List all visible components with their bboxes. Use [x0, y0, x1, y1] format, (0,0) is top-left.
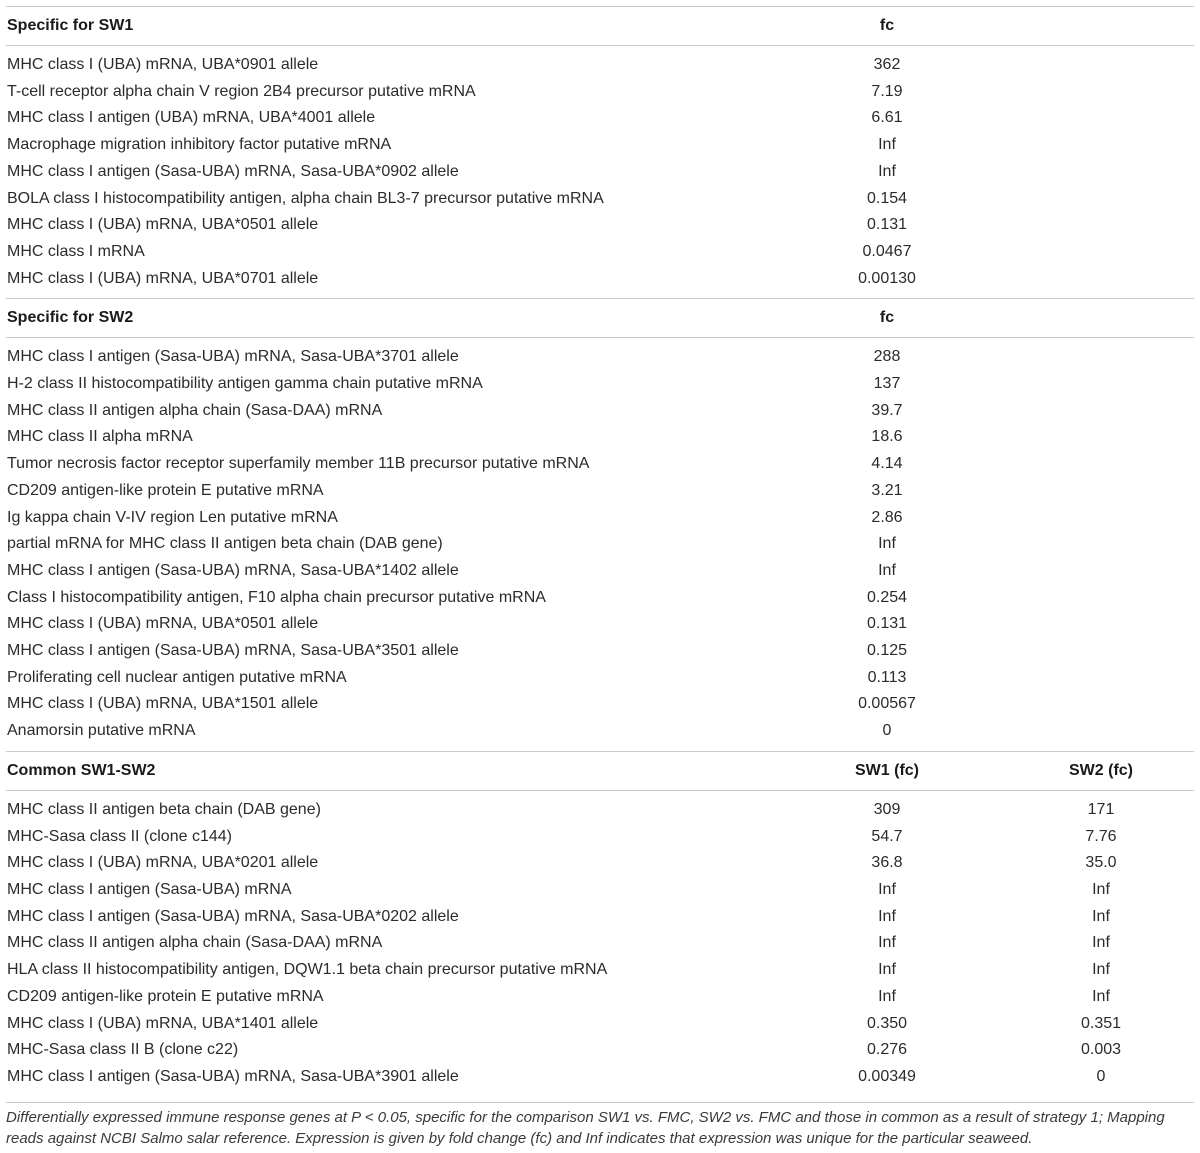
table-row [6, 718, 1194, 745]
section-header-row [6, 7, 1194, 46]
gene-expression-table [6, 6, 1194, 1097]
value-cell [1008, 159, 1194, 186]
value-cell: Inf [1092, 880, 1110, 898]
value-cell: 0.00567 [858, 695, 916, 713]
gene-name-cell: MHC class II alpha mRNA [7, 428, 193, 446]
value-cell [1008, 611, 1194, 638]
gene-name-cell: Ig kappa chain V-IV region Len putative mRNA [7, 508, 338, 526]
table-row [6, 797, 1194, 824]
column-header [1008, 299, 1194, 338]
gene-name-cell: Tumor necrosis factor receptor superfamily member 11B precursor putative mRNA [7, 455, 590, 473]
table-row [6, 424, 1194, 451]
column-header [1008, 7, 1194, 46]
value-cell [1008, 186, 1194, 213]
value-cell: 288 [873, 348, 901, 366]
value-cell [1008, 531, 1194, 558]
table-row [6, 558, 1194, 585]
value-cell: 0.131 [866, 216, 908, 234]
value-cell: Inf [878, 162, 896, 180]
table-row [6, 611, 1194, 638]
value-cell [1008, 424, 1194, 451]
value-cell [1008, 52, 1194, 79]
value-cell [1008, 398, 1194, 425]
gene-name-cell: HLA class II histocompatibility antigen, DQW1.1 beta chain precursor putative mRNA [7, 961, 608, 979]
table-row [6, 638, 1194, 665]
gene-name-cell: Macrophage migration inhibitory factor putative mRNA [7, 136, 392, 154]
column-header: SW2 (fc) [1008, 751, 1194, 790]
table-row [6, 344, 1194, 371]
table-row [6, 824, 1194, 851]
value-cell: Inf [878, 561, 896, 579]
gene-name-cell: MHC class I (UBA) mRNA, UBA*0901 allele [7, 56, 319, 73]
gene-name-cell: MHC class I (UBA) mRNA, UBA*0701 allele [7, 269, 319, 287]
value-cell [1008, 558, 1194, 585]
gene-name-cell: BOLA class I histocompatibility antigen, alpha chain BL3-7 precursor putative mRNA [7, 189, 604, 207]
table-row [6, 505, 1194, 532]
value-cell: Inf [878, 907, 896, 925]
gene-name-cell: CD209 antigen-like protein E putative mRNA [7, 987, 324, 1005]
value-cell: 0.00349 [858, 1067, 916, 1085]
value-cell: Inf [878, 961, 896, 979]
value-cell: 137 [873, 375, 901, 393]
gene-name-cell: MHC class I antigen (Sasa-UBA) mRNA, Sasa-UBA*0202 allele [7, 907, 459, 925]
value-cell: 0 [882, 722, 892, 740]
section-header-row [6, 299, 1194, 338]
gene-name-cell: MHC class II antigen alpha chain (Sasa-DAA) mRNA [7, 934, 383, 952]
value-cell [1008, 665, 1194, 692]
table-row [6, 398, 1194, 425]
value-cell: 3.21 [871, 481, 903, 499]
gene-name-cell: Anamorsin putative mRNA [7, 722, 196, 740]
table-row [6, 52, 1194, 79]
table-row [6, 212, 1194, 239]
gene-name-cell: Proliferating cell nuclear antigen putative mRNA [7, 668, 347, 686]
value-cell: 0.003 [1080, 1041, 1122, 1059]
value-cell [1008, 132, 1194, 159]
value-cell: 35.0 [1085, 854, 1117, 872]
value-cell: 0.254 [866, 588, 908, 606]
table-row [6, 79, 1194, 106]
gene-name-cell: MHC class I (UBA) mRNA, UBA*0501 allele [7, 216, 319, 234]
value-cell: 7.19 [871, 82, 903, 100]
gene-name-cell: MHC class I antigen (Sasa-UBA) mRNA, Sasa-UBA*3501 allele [7, 642, 459, 660]
table-row [6, 877, 1194, 904]
table-row [6, 585, 1194, 612]
value-cell: 0.154 [866, 189, 908, 207]
value-cell: 0 [1096, 1067, 1106, 1085]
section-title: Common SW1-SW2 [6, 751, 766, 790]
value-cell: 4.14 [871, 455, 903, 473]
value-cell [1008, 718, 1194, 745]
value-cell: 0.00130 [858, 269, 916, 287]
value-cell [1008, 585, 1194, 612]
section-title: Specific for SW2 [6, 299, 766, 338]
value-cell: 39.7 [871, 401, 903, 419]
gene-name-cell: MHC class I antigen (Sasa-UBA) mRNA, Sasa-UBA*3701 allele [7, 348, 459, 366]
table-row [6, 930, 1194, 957]
gene-name-cell: MHC class II antigen alpha chain (Sasa-DAA) mRNA [7, 401, 383, 419]
gene-name-cell: MHC class I antigen (UBA) mRNA, UBA*4001 allele [7, 109, 376, 127]
value-cell: Inf [878, 880, 896, 898]
gene-name-cell: Class I histocompatibility antigen, F10 alpha chain precursor putative mRNA [7, 588, 546, 606]
value-cell: 2.86 [871, 508, 903, 526]
value-cell [1008, 239, 1194, 266]
section-title: Specific for SW1 [6, 7, 766, 46]
table-row [6, 266, 1194, 293]
table-row [6, 665, 1194, 692]
value-cell: 0.350 [866, 1014, 908, 1032]
value-cell [1008, 371, 1194, 398]
value-cell: Inf [1092, 934, 1110, 952]
value-cell: Inf [878, 934, 896, 952]
value-cell: 0.0467 [862, 242, 912, 260]
gene-name-cell: MHC-Sasa class II (clone c144) [7, 827, 232, 845]
value-cell: 362 [873, 56, 901, 73]
value-cell: 171 [1087, 800, 1115, 818]
table-row [6, 239, 1194, 266]
gene-name-cell: MHC class I mRNA [7, 242, 145, 260]
gene-name-cell: MHC class I antigen (Sasa-UBA) mRNA [7, 880, 292, 898]
value-cell: Inf [1092, 907, 1110, 925]
value-cell: 54.7 [871, 827, 903, 845]
table-row [6, 451, 1194, 478]
value-cell: 0.125 [866, 642, 908, 660]
gene-name-cell: CD209 antigen-like protein E putative mRNA [7, 481, 324, 499]
table-row [6, 984, 1194, 1011]
table-row [6, 1011, 1194, 1038]
value-cell [1008, 505, 1194, 532]
column-header: fc [766, 299, 1008, 338]
table-row [6, 132, 1194, 159]
table-row [6, 159, 1194, 186]
gene-name-cell: MHC class I (UBA) mRNA, UBA*1401 allele [7, 1014, 319, 1032]
table-row [6, 186, 1194, 213]
gene-name-cell: MHC class I antigen (Sasa-UBA) mRNA, Sasa-UBA*1402 allele [7, 561, 459, 579]
value-cell: 0.276 [866, 1041, 908, 1059]
gene-name-cell: MHC class I (UBA) mRNA, UBA*0201 allele [7, 854, 319, 872]
value-cell: 7.76 [1085, 827, 1117, 845]
value-cell: Inf [878, 136, 896, 154]
gene-name-cell: MHC class II antigen beta chain (DAB gene) [7, 800, 321, 818]
value-cell: 0.131 [866, 615, 908, 633]
table-row [6, 850, 1194, 877]
value-cell: Inf [1092, 961, 1110, 979]
column-header: SW1 (fc) [766, 751, 1008, 790]
table-row [6, 371, 1194, 398]
value-cell: 36.8 [871, 854, 903, 872]
table-row [6, 478, 1194, 505]
value-cell [1008, 79, 1194, 106]
section-header-row [6, 751, 1194, 790]
table-row [6, 1064, 1194, 1091]
value-cell [1008, 638, 1194, 665]
gene-name-cell: T-cell receptor alpha chain V region 2B4 precursor putative mRNA [7, 82, 476, 100]
value-cell [1008, 266, 1194, 293]
column-header: fc [766, 7, 1008, 46]
value-cell [1008, 478, 1194, 505]
value-cell [1008, 212, 1194, 239]
value-cell: Inf [878, 987, 896, 1005]
gene-name-cell: MHC class I antigen (Sasa-UBA) mRNA, Sasa-UBA*3901 allele [7, 1067, 459, 1085]
gene-name-cell: MHC-Sasa class II B (clone c22) [7, 1041, 239, 1059]
value-cell [1008, 344, 1194, 371]
value-cell: 309 [873, 800, 901, 818]
table-row [6, 904, 1194, 931]
table-row [6, 1037, 1194, 1064]
table-row [6, 531, 1194, 558]
value-cell: 18.6 [871, 428, 903, 446]
table-body [6, 7, 1194, 1097]
gene-name-cell: partial mRNA for MHC class II antigen beta chain (DAB gene) [7, 535, 443, 553]
gene-name-cell: MHC class I (UBA) mRNA, UBA*1501 allele [7, 695, 319, 713]
value-cell [1008, 451, 1194, 478]
gene-name-cell: MHC class I (UBA) mRNA, UBA*0501 allele [7, 615, 319, 633]
table-caption: Differentially expressed immune response genes at P < 0.05, specific for the comparison SW1 vs. FMC, SW2 vs. FMC and those in common as a result of strategy 1; Mapping reads against NCBI Salmo salar reference. Expression is given by fold change (fc) and Inf indicates that expression was unique for the particular seaweed. [6, 1102, 1194, 1149]
value-cell: 6.61 [871, 109, 903, 127]
value-cell: Inf [1092, 987, 1110, 1005]
table-row [6, 957, 1194, 984]
value-cell: 0.113 [867, 668, 907, 686]
table-row [6, 691, 1194, 718]
value-cell: Inf [878, 535, 896, 553]
spacer-row [6, 1091, 1194, 1097]
value-cell [1008, 691, 1194, 718]
gene-name-cell: MHC class I antigen (Sasa-UBA) mRNA, Sasa-UBA*0902 allele [7, 162, 459, 180]
value-cell: 0.351 [1080, 1014, 1122, 1032]
value-cell [1008, 105, 1194, 132]
gene-name-cell: H-2 class II histocompatibility antigen gamma chain putative mRNA [7, 375, 483, 393]
table-row [6, 105, 1194, 132]
